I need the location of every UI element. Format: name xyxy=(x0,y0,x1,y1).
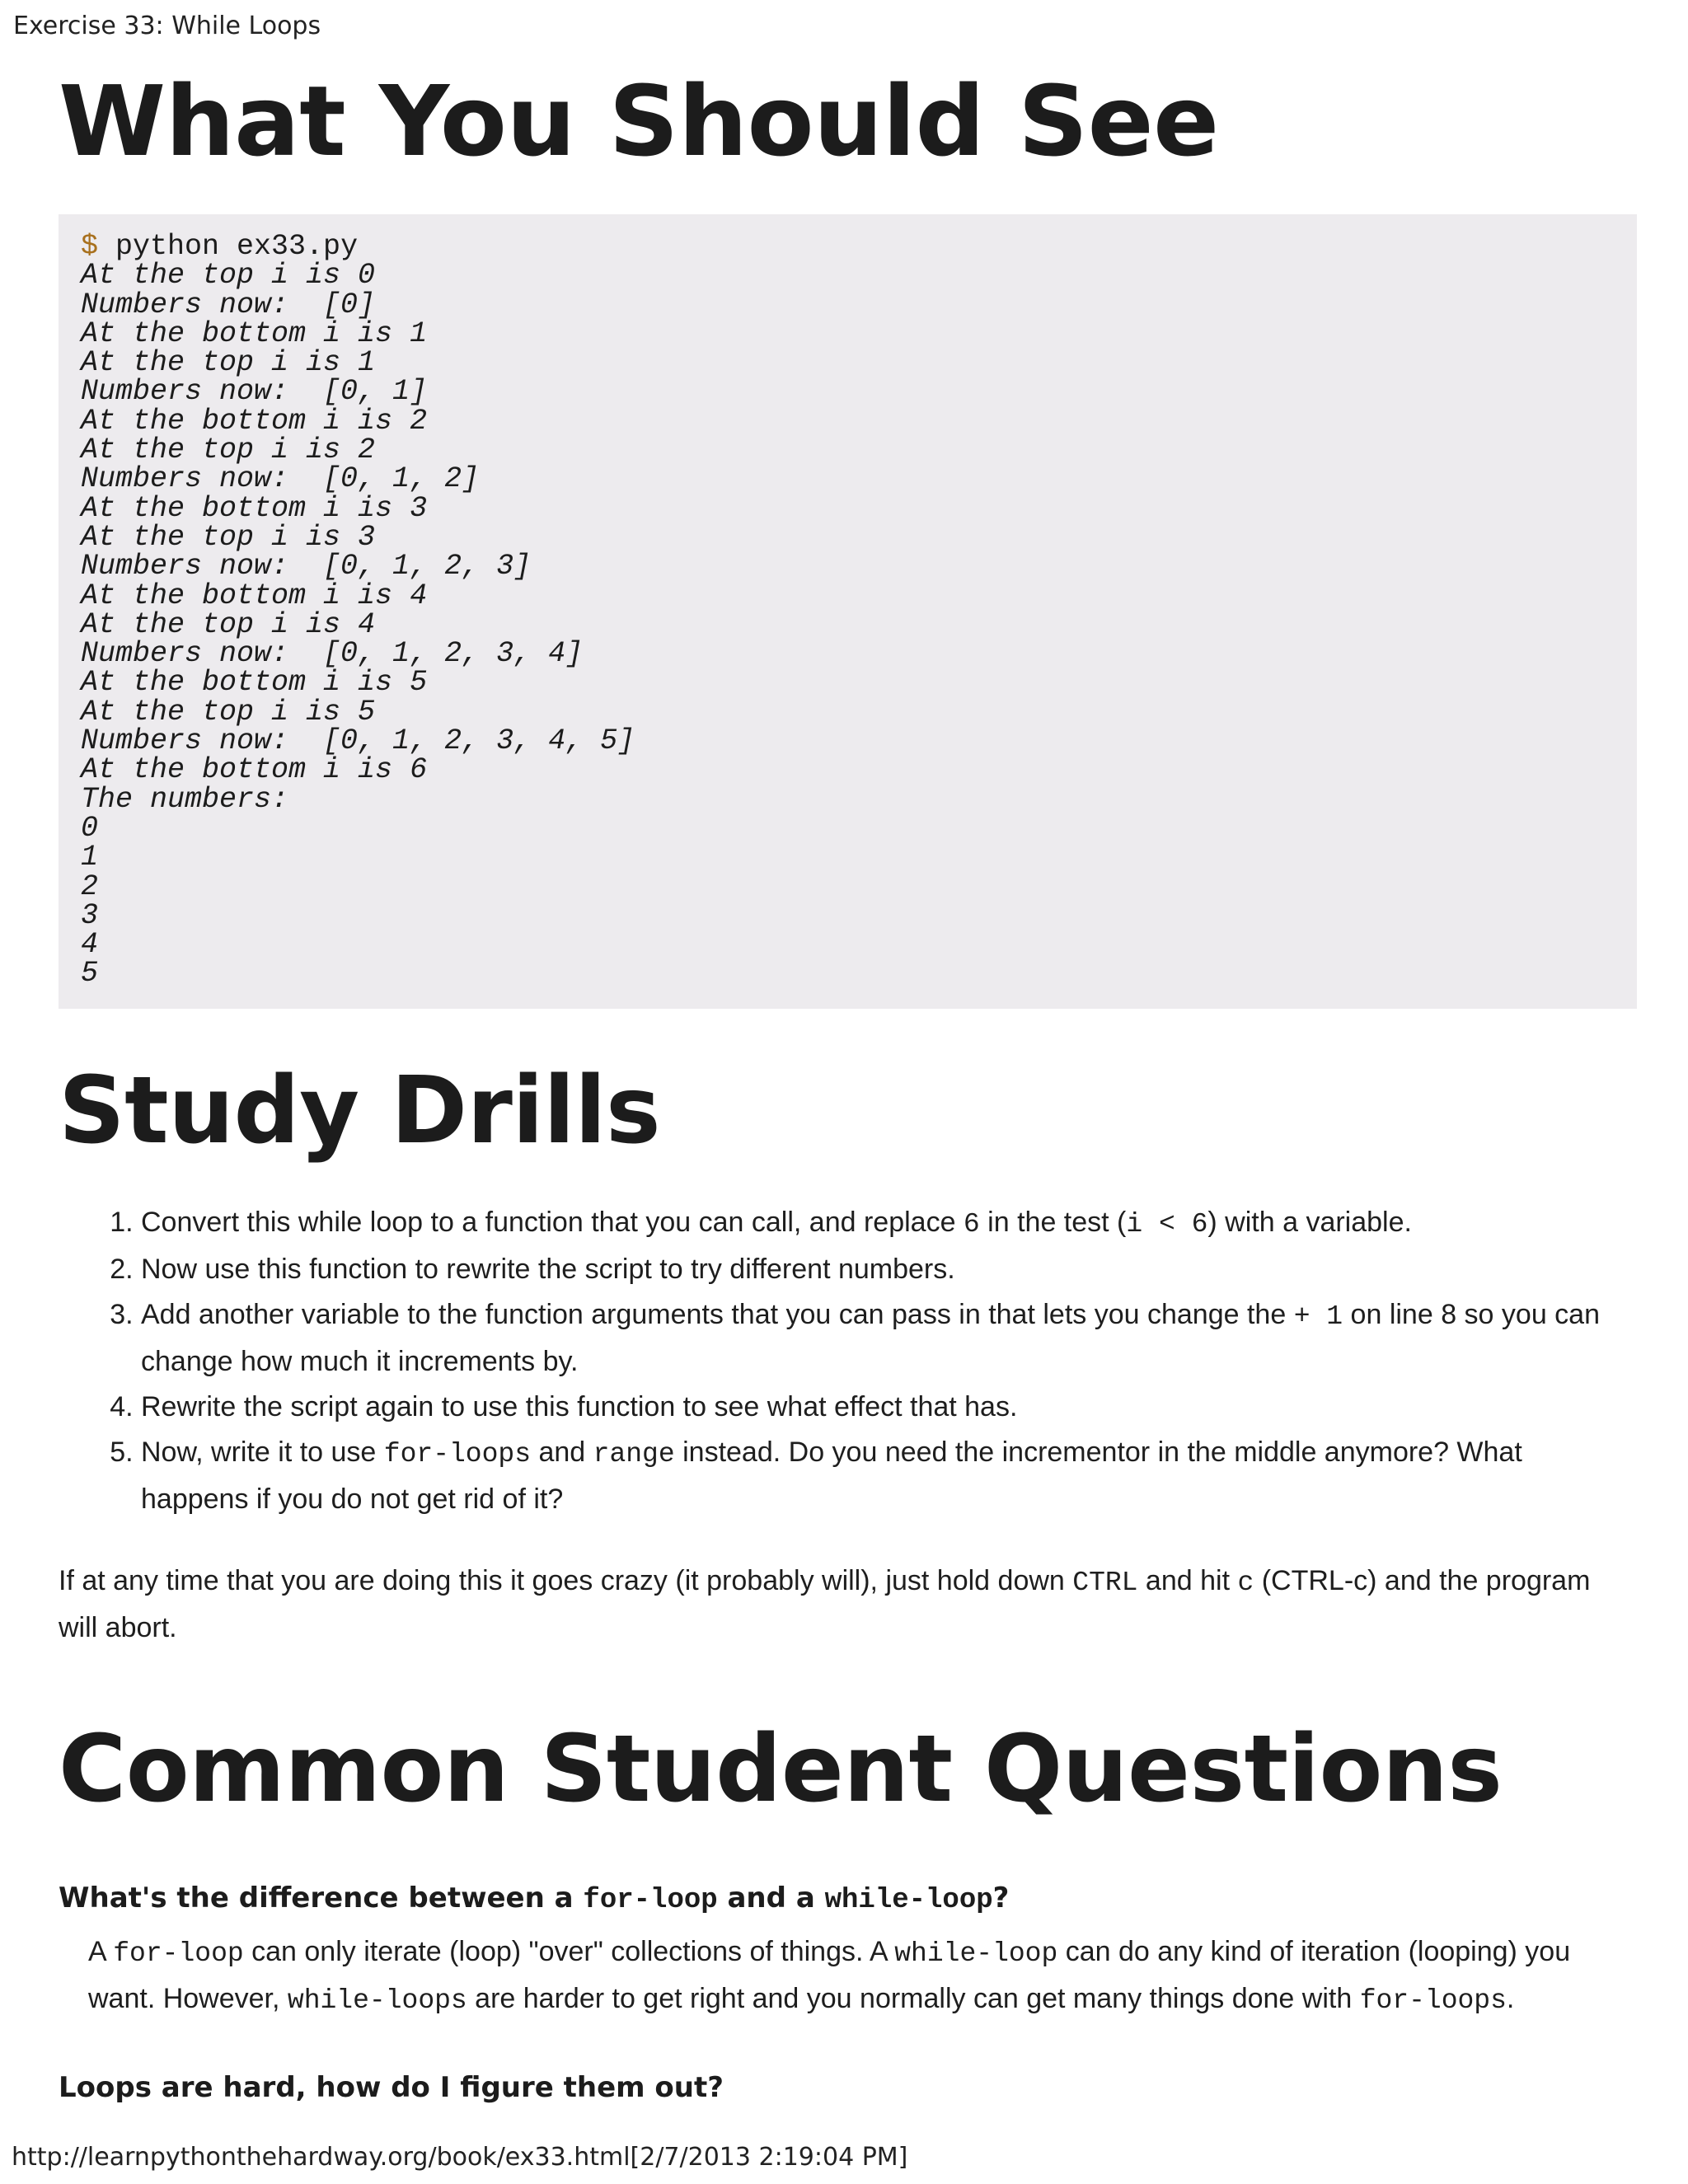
terminal-output-line: 2 xyxy=(81,869,99,903)
terminal-output-line: At the top i is 0 xyxy=(81,259,376,293)
terminal-output-line: Numbers now: [0, 1, 2, 3, 4] xyxy=(81,637,584,671)
drill-code: 6 xyxy=(963,1208,980,1240)
drill-code: + 1 xyxy=(1293,1301,1343,1332)
answer-text: can only iterate (loop) "over" collections of things. A xyxy=(243,1935,895,1967)
question-loops-are-hard: Loops are hard, how do I figure them out? xyxy=(59,2070,724,2104)
question-text: ? xyxy=(992,1881,1010,1915)
drill-code: range xyxy=(593,1438,675,1469)
drill-item xyxy=(141,1430,1637,1522)
terminal-output-line: At the top i is 3 xyxy=(81,520,376,554)
note-code: CTRL xyxy=(1072,1567,1138,1598)
terminal-prompt: $ xyxy=(81,230,99,263)
terminal-command: python ex33.py xyxy=(98,230,359,263)
question-code: while-loop xyxy=(824,1884,993,1916)
answer-code: while-loops xyxy=(287,1985,467,2016)
terminal-output-line: At the bottom i is 4 xyxy=(81,579,428,612)
note-code: c xyxy=(1237,1567,1254,1598)
question-for-vs-while xyxy=(59,1882,1637,1916)
question-text: and a xyxy=(717,1881,825,1915)
terminal-output-line: Numbers now: [0, 1, 2, 3] xyxy=(81,550,532,583)
drill-code: i < 6 xyxy=(1126,1208,1208,1240)
drill-item xyxy=(141,1200,1637,1247)
drill-item xyxy=(141,1385,1637,1430)
answer-code: for-loops xyxy=(1359,1985,1507,2016)
terminal-output-line: At the bottom i is 3 xyxy=(81,491,428,525)
drill-text: on line 8 so you can change how much it increments by. xyxy=(141,1298,1600,1377)
question-code: for-loop xyxy=(583,1884,718,1916)
drill-item xyxy=(141,1292,1637,1385)
answer-text: . xyxy=(1506,1982,1515,2014)
drill-text: Now, write it to use xyxy=(141,1436,384,1468)
terminal-output-line: At the bottom i is 6 xyxy=(81,753,428,787)
page-footer-url: http://learnpythonthehardway.org/book/ex33.html[2/7/2013 2:19:04 PM] xyxy=(12,2143,908,2172)
question-text: What's the difference between a xyxy=(59,1881,584,1915)
terminal-output-line: 0 xyxy=(81,811,99,845)
section-heading-what-you-should-see: What You Should See xyxy=(59,64,1219,178)
terminal-output-line: At the top i is 1 xyxy=(81,346,376,380)
terminal-output-line: 4 xyxy=(81,928,99,962)
drill-text: Convert this while loop to a function that you can call, and replace xyxy=(141,1206,964,1238)
drill-text: ) with a variable. xyxy=(1207,1206,1412,1238)
terminal-output-line: At the top i is 2 xyxy=(81,434,376,467)
terminal-output-line: At the top i is 5 xyxy=(81,695,376,729)
terminal-output-line: 1 xyxy=(81,841,99,874)
section-heading-common-student-questions: Common Student Questions xyxy=(59,1715,1503,1823)
terminal-output-block xyxy=(59,214,1637,1009)
terminal-output-line: At the bottom i is 5 xyxy=(81,666,428,700)
terminal-output-line: At the bottom i is 2 xyxy=(81,404,428,438)
study-drills-list xyxy=(59,1200,1637,1522)
drill-text: and xyxy=(531,1436,593,1468)
note-text: If at any time that you are doing this it goes crazy (it probably will), just hold down xyxy=(59,1564,1073,1596)
terminal-output-line: 3 xyxy=(81,898,99,932)
drill-text: Add another variable to the function arguments that you can pass in that lets you change the xyxy=(141,1298,1294,1330)
answer-for-vs-while xyxy=(88,1929,1637,2023)
terminal-output-lines xyxy=(81,259,1615,991)
terminal-output-line: Numbers now: [0, 1, 2] xyxy=(81,462,480,496)
answer-code: for-loop xyxy=(113,1938,244,1969)
answer-code: while-loop xyxy=(894,1938,1058,1969)
page-header-title: Exercise 33: While Loops xyxy=(13,12,321,40)
terminal-output-line: The numbers: xyxy=(81,782,289,816)
drill-code: for-loops xyxy=(383,1438,532,1469)
drill-text: Now use this function to rewrite the script to try different numbers. xyxy=(141,1253,955,1285)
abort-note-paragraph xyxy=(59,1558,1637,1651)
page-content xyxy=(59,64,1637,2104)
drill-text: instead. Do you need the incrementor in the middle anymore? What happens if you do not get rid of it? xyxy=(141,1436,1522,1515)
drill-item xyxy=(141,1247,1637,1292)
terminal-output-line: Numbers now: [0, 1, 2, 3, 4, 5] xyxy=(81,724,635,758)
answer-text: are harder to get right and you normally can get many things done with xyxy=(467,1982,1360,2014)
note-text: and hit xyxy=(1137,1564,1238,1596)
drill-text: Rewrite the script again to use this function to see what effect that has. xyxy=(141,1390,1018,1422)
drill-text: in the test ( xyxy=(979,1206,1127,1238)
answer-text: can do any kind of iteration (looping) you want. However, xyxy=(88,1935,1571,2014)
section-heading-study-drills: Study Drills xyxy=(59,1057,661,1165)
terminal-command-line xyxy=(81,232,1615,261)
terminal-output-line: At the top i is 4 xyxy=(81,607,376,641)
terminal-output-line: 5 xyxy=(81,957,99,991)
terminal-output-line: At the bottom i is 1 xyxy=(81,316,428,350)
terminal-output-line: Numbers now: [0] xyxy=(81,288,376,321)
terminal-output-line: Numbers now: [0, 1] xyxy=(81,375,428,409)
answer-text: A xyxy=(88,1935,114,1967)
note-text: (CTRL-c) and the program will abort. xyxy=(59,1564,1591,1643)
